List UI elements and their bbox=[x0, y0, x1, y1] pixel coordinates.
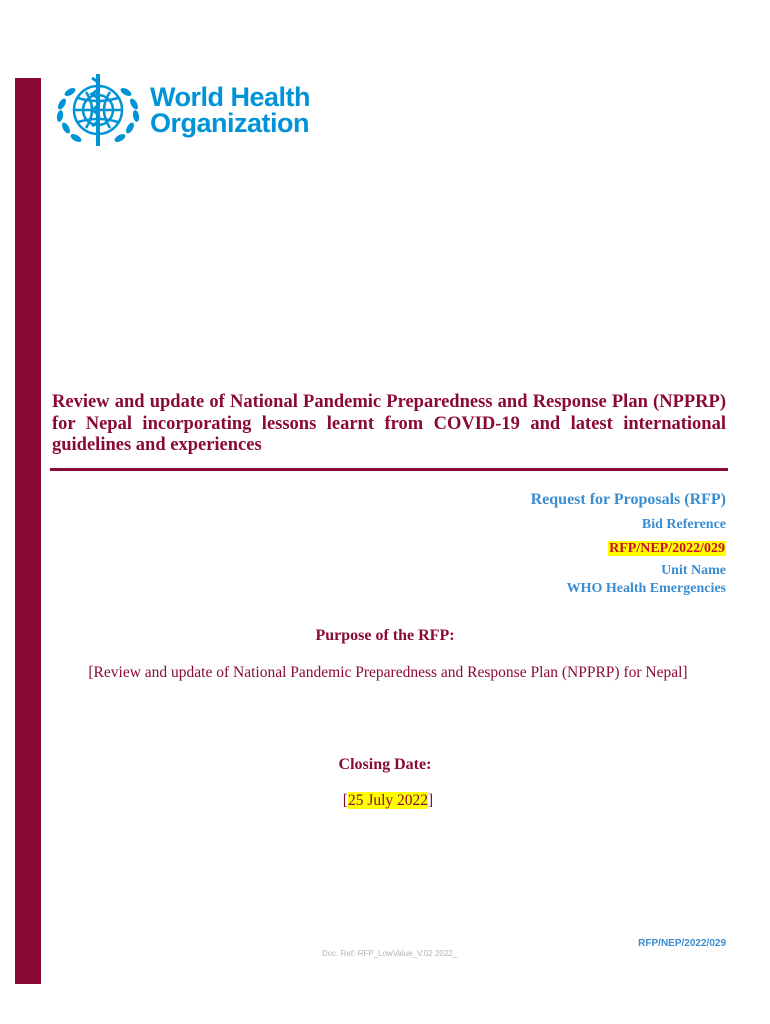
title-divider bbox=[50, 468, 728, 471]
closing-date-heading: Closing Date: bbox=[338, 756, 432, 773]
closing-date-close-bracket: ] bbox=[428, 792, 434, 809]
bid-reference-label: Bid Reference bbox=[641, 517, 726, 532]
who-emblem-icon bbox=[52, 70, 144, 150]
closing-date-open-bracket: [ bbox=[342, 792, 348, 809]
footer-reference: RFP/NEP/2022/029 bbox=[638, 938, 726, 949]
rfp-info-block bbox=[531, 490, 726, 598]
purpose-text: [Review and update of National Pandemic Preparedness and Response Plan (NPPRP) for Nepal] bbox=[88, 664, 688, 681]
logo-line-2: Organization bbox=[150, 108, 310, 138]
rfp-label: Request for Proposals (RFP) bbox=[530, 491, 726, 508]
doc-reference: Doc. Ref: RFP_LowValue_V.02 2022_ bbox=[322, 949, 458, 958]
who-logo bbox=[52, 70, 332, 150]
logo-line-1: World Health bbox=[150, 82, 311, 112]
closing-date-line bbox=[0, 792, 770, 810]
closing-date-value: 25 July 2022 bbox=[347, 792, 429, 809]
unit-name-value: WHO Health Emergencies bbox=[566, 581, 726, 596]
bid-reference-value: RFP/NEP/2022/029 bbox=[609, 541, 725, 556]
unit-name-label: Unit Name bbox=[661, 563, 726, 578]
purpose-heading: Purpose of the RFP: bbox=[315, 627, 455, 644]
sidebar-accent-bar bbox=[15, 78, 41, 984]
document-title: Review and update of National Pandemic Preparedness and Response Plan (NPPRP) for Nepal incorporating lessons learnt from COVID-19 and latest international guidelines and experiences bbox=[52, 392, 726, 455]
